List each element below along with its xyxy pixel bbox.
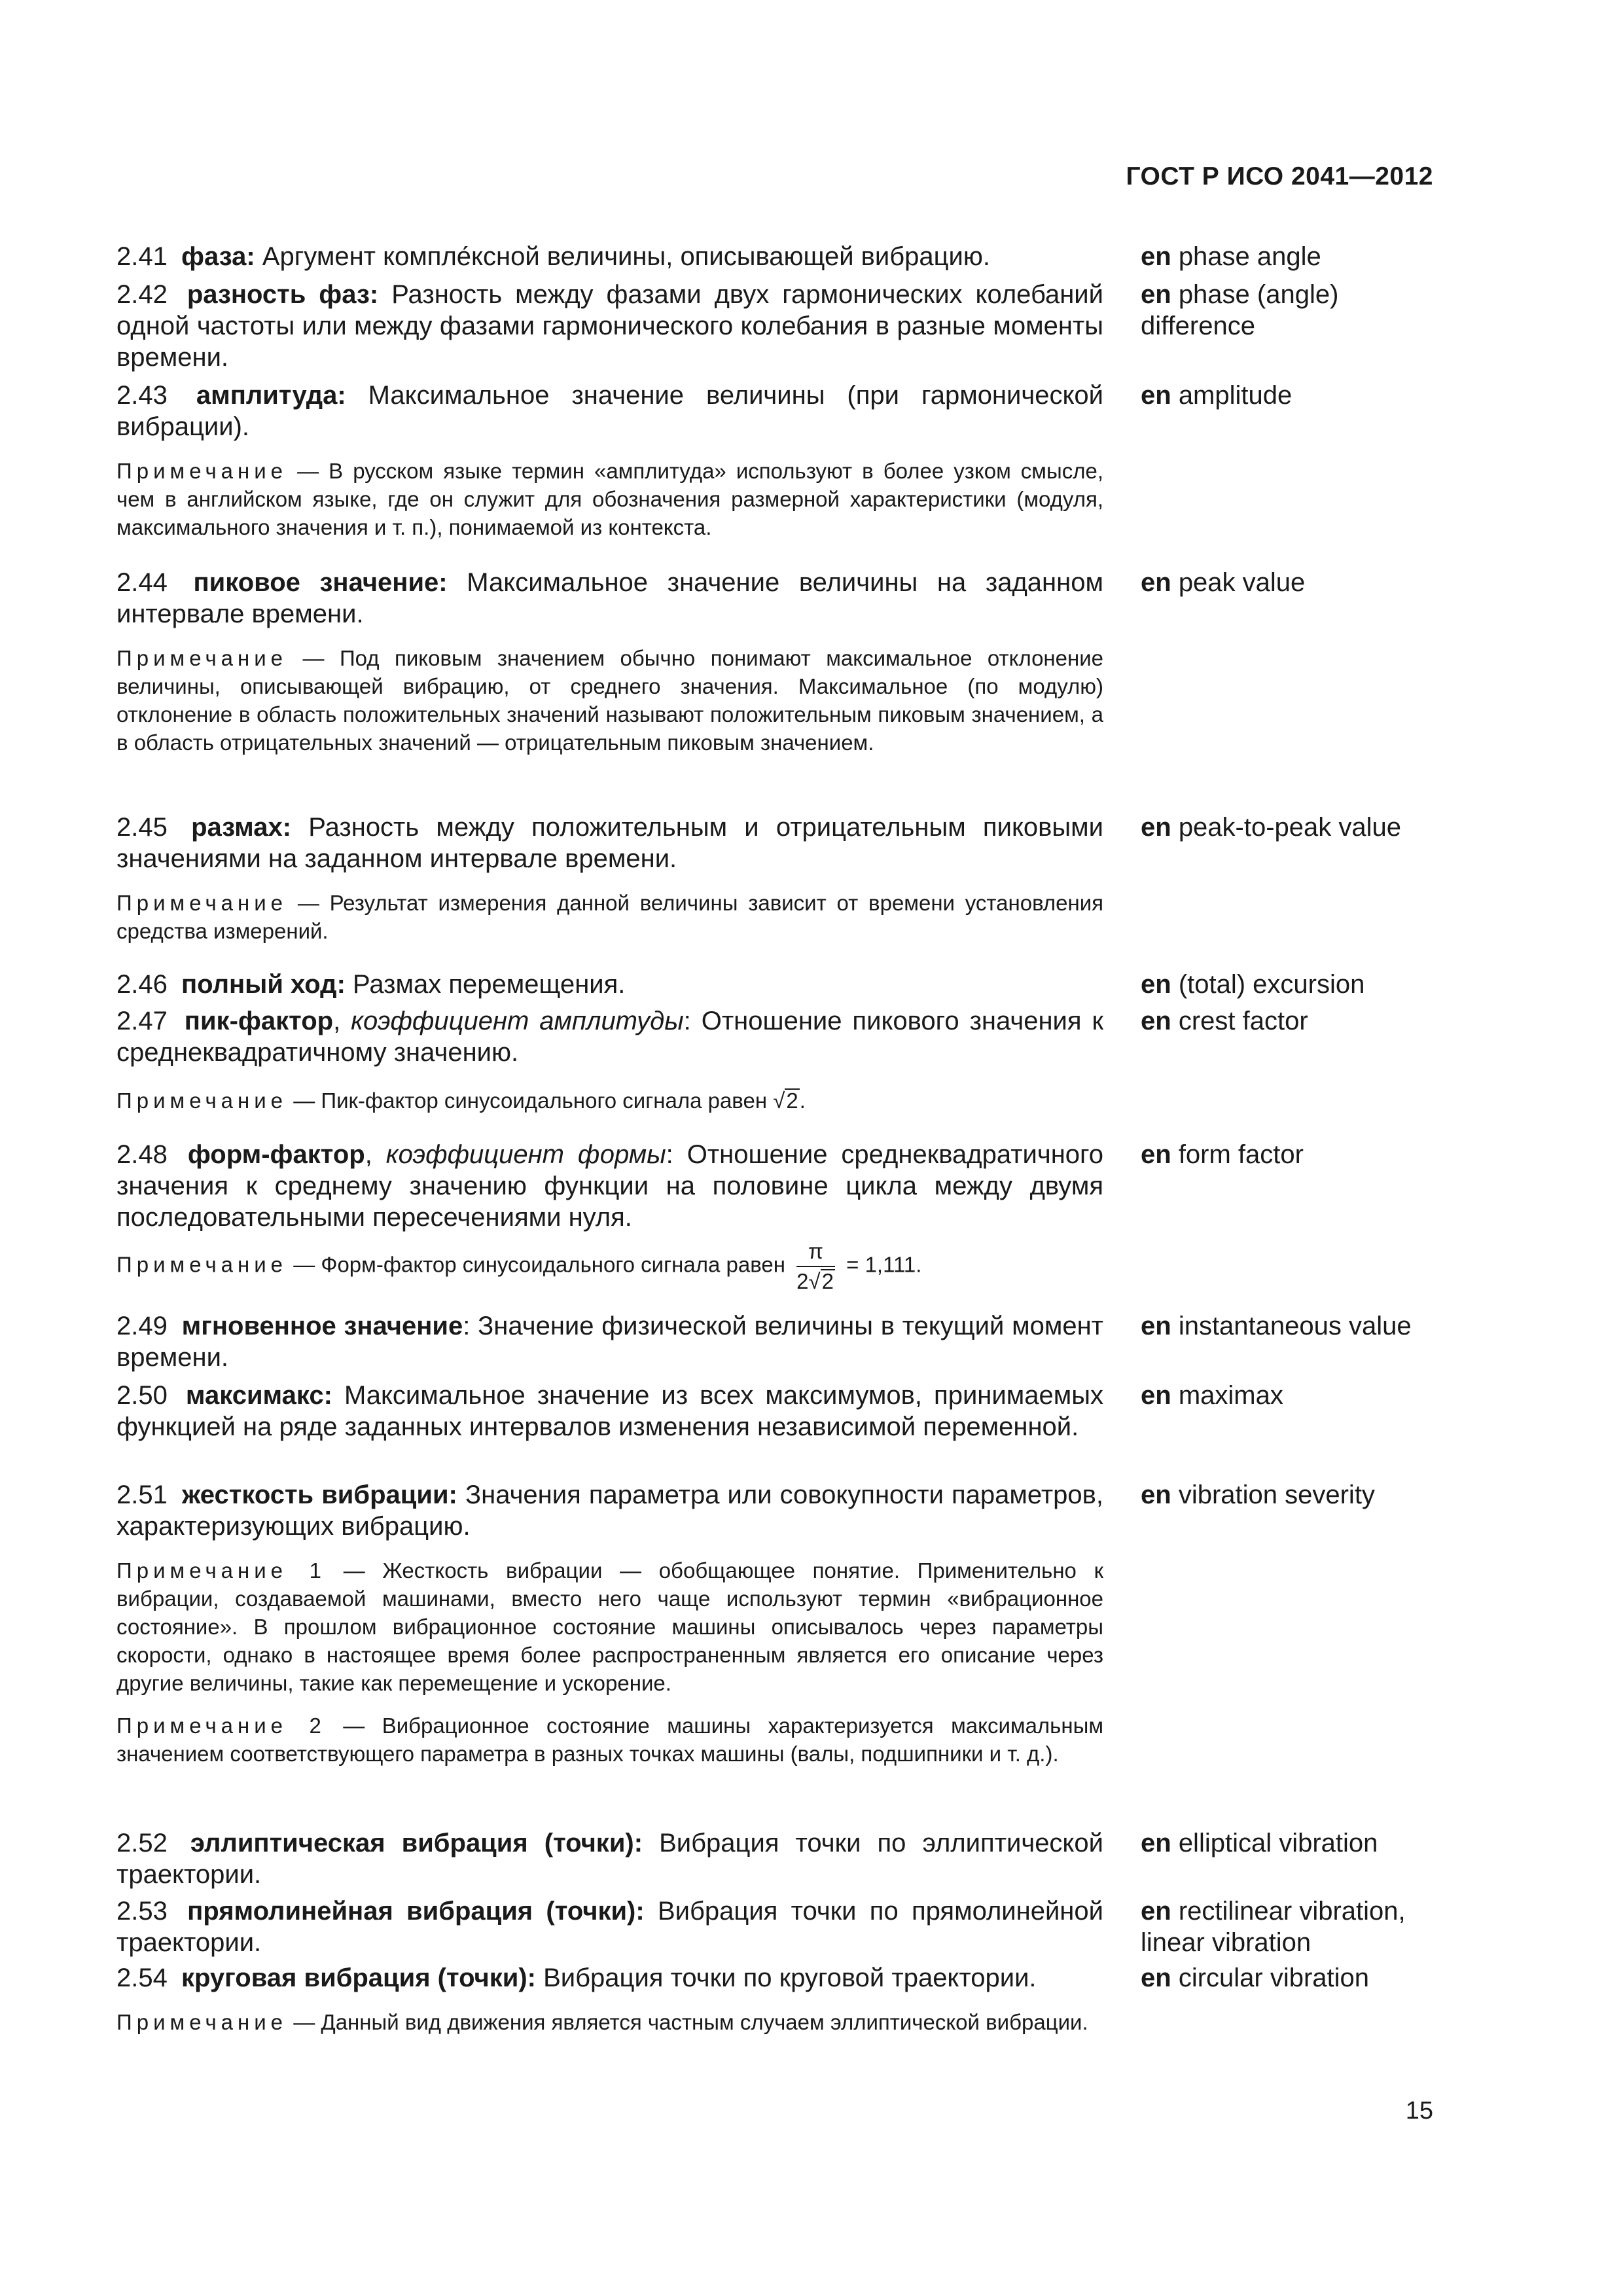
term-alt-name: коэффициент формы [385, 1140, 666, 1169]
english-term: crest factor [1178, 1007, 1308, 1035]
lang-code: en [1141, 1829, 1171, 1857]
lang-code: en [1141, 1381, 1171, 1410]
english-equivalent [1141, 567, 1438, 757]
term-note: Примечание — Пик-фактор синусоидального сигнала равен √2. [116, 1088, 806, 1113]
english-term: elliptical vibration [1178, 1829, 1378, 1857]
lang-code: en [1141, 813, 1171, 842]
page-number: 15 [1405, 2097, 1433, 2125]
term-def-text: Разность между положительным и отрицательным пиковыми значениями на заданном интервале времени. [116, 813, 1103, 873]
term-name: прямолинейная вибрация (точки): [187, 1897, 645, 1926]
term-def-text: Отношение среднеквадратичного значения к среднему значению функции на половине цикла между двумя последовательными пересечениями нуля. [116, 1140, 1104, 1232]
term-entry [116, 279, 1438, 373]
term-note [116, 889, 1103, 945]
term-entry [116, 1962, 1438, 2036]
lang-code: en [1141, 1480, 1171, 1509]
term-entry [116, 1005, 1438, 1115]
term-number: 2.44 [116, 568, 168, 597]
term-name: эллиптическая вибрация (точки): [190, 1829, 643, 1857]
english-term: instantaneous value [1178, 1312, 1412, 1340]
term-name: жесткость вибрации: [181, 1480, 457, 1509]
note-text: — Вибрационное состояние машины характеризуется максимальным значением соответствующего параметра в разных точках машины (валы, подшипники и т. д.). [116, 1713, 1104, 1766]
term-name: разность фаз: [187, 280, 379, 309]
term-name: амплитуда: [196, 381, 346, 410]
term-def-text: : Значение физической величины в текущий момент времени. [116, 1312, 1103, 1372]
note-label: Примечание [116, 459, 288, 483]
note-label: Примечание [116, 891, 288, 915]
term-entry [116, 1827, 1438, 1890]
note-label: Примечание 2 [116, 1713, 326, 1738]
note-text: — Пик-фактор синусоидального сигнала равен [293, 1088, 768, 1113]
term-number: 2.53 [116, 1897, 168, 1926]
denominator-coefficient: 2 [796, 1269, 809, 1293]
lang-code: en [1141, 242, 1171, 271]
english-equivalent [1141, 1380, 1438, 1443]
term-note [116, 1556, 1103, 1697]
term-def-text: Вибрация точки по эллиптической траектории. [116, 1829, 1103, 1889]
note-text: — Результат измерения данной величины зависит от времени установления средства измерений. [116, 891, 1103, 943]
sqrt-radicand: 2 [786, 1088, 798, 1113]
term-definition [116, 279, 1103, 373]
term-number: 2.46 [116, 970, 168, 999]
term-entry [116, 812, 1438, 945]
term-note [116, 644, 1103, 757]
term-entry [116, 1310, 1438, 1373]
term-entry [116, 1895, 1438, 1958]
note-text: — Жесткость вибрации — обобщающее понятие. Применительно к вибрации, создаваемой машинами, вместо него чаще используют термин «вибрационное состояние». В прошлом вибрационное состояние машины описывалось через параметры скорости, однако в настоящее время более распространенным является его описание через другие величины, такие как перемещение и ускорение. [116, 1558, 1104, 1695]
english-term: form factor [1178, 1140, 1304, 1169]
lang-code: en [1141, 1897, 1171, 1926]
english-term: amplitude [1178, 381, 1293, 410]
term-name: мгновенное значение [181, 1312, 463, 1340]
term-definition [116, 1380, 1103, 1443]
english-equivalent [1141, 1895, 1438, 1958]
note-text: — В русском языке термин «амплитуда» используют в более узком смысле, чем в английском языке, где он служит для обозначения размерной характеристики (модуля, максимального значения и т. п.), понимаемой из контекста. [116, 459, 1103, 539]
note-text: — Форм-фактор синусоидального сигнала равен [293, 1252, 785, 1277]
note-text: — Данный вид движения является частным случаем эллиптической вибрации. [293, 2010, 1088, 2034]
fraction-numerator: π [796, 1238, 835, 1267]
english-term: peak value [1178, 568, 1306, 597]
term-definition: 2.48 форм-фактор, коэффициент формы: Отношение среднеквадратичного значения к среднему значению функции на половине цикла между двумя последовательными пересечениями нуля. [116, 1140, 1104, 1232]
lang-code: en [1141, 381, 1171, 410]
term-entry [116, 1479, 1438, 1768]
term-number: 2.47 [116, 1007, 168, 1035]
term-note [116, 2008, 1103, 2036]
lang-code: en [1141, 568, 1171, 597]
note-text-end: = 1,111. [846, 1252, 922, 1277]
term-def-text: Размах перемещения. [353, 970, 626, 999]
lang-code: en [1141, 1312, 1171, 1340]
term-note [116, 1238, 1103, 1295]
term-name: пиковое значение: [193, 568, 448, 597]
lang-code: en [1141, 280, 1171, 309]
term-def-text: Значения параметра или совокупности параметров, характеризующих вибрацию. [116, 1480, 1104, 1541]
term-number: 2.52 [116, 1829, 168, 1857]
term-entry [116, 969, 1438, 1000]
term-entry [116, 241, 1438, 272]
english-equivalent [1141, 812, 1438, 945]
term-number: 2.42 [116, 280, 168, 309]
term-def-text: Максимальное значение из всех максимумов, принимаемых функцией на ряде заданных интервалов изменения независимой переменной. [116, 1381, 1103, 1441]
term-definition: 2.47 пик-фактор, коэффициент амплитуды: Отношение пикового значения к среднеквадратичному значению. [116, 1007, 1103, 1067]
term-def-text: Разность между фазами двух гармонических колебаний одной частоты или между фазами гармонического колебания в разные моменты времени. [116, 280, 1103, 372]
note-text: — Под пиковым значением обычно понимают максимальное отклонение величины, описывающей вибрацию, от среднего значения. Максимальное (по модулю) отклонение в область положительных значений называют положительным пиковым значением, а в область отрицательных значений — отрицательным пиковым значением. [116, 646, 1104, 755]
lang-code: en [1141, 1007, 1171, 1035]
term-name: полный ход: [181, 970, 346, 999]
term-definition [116, 1827, 1103, 1890]
term-number: 2.51 [116, 1480, 168, 1509]
sqrt-radicand: 2 [821, 1269, 834, 1293]
english-term: rectilinear vibration, linear vibration [1141, 1897, 1406, 1957]
term-entry [116, 567, 1438, 757]
english-term: peak-to-peak value [1178, 813, 1402, 842]
term-note [116, 457, 1103, 541]
english-term: vibration severity [1178, 1480, 1375, 1509]
term-number: 2.54 [116, 1964, 168, 1992]
term-def-text: Аргумент компле́ксной величины, описывающей вибрацию. [262, 242, 991, 271]
english-equivalent [1141, 1310, 1438, 1373]
term-definition [116, 1479, 1103, 1542]
term-definition [116, 1962, 1103, 1994]
lang-code: en [1141, 1140, 1171, 1169]
lang-code: en [1141, 970, 1171, 999]
term-number: 2.41 [116, 242, 168, 271]
english-term: phase angle [1178, 242, 1321, 271]
page-header-standard-code: ГОСТ Р ИСО 2041—2012 [1126, 162, 1433, 190]
term-def-text: Вибрация точки по круговой траектории. [543, 1964, 1037, 1992]
term-number: 2.45 [116, 813, 168, 842]
lang-code: en [1141, 1964, 1171, 1992]
note-text-end: . [799, 1088, 806, 1113]
note-label: Примечание [116, 2010, 288, 2034]
term-name: круговая вибрация (точки): [181, 1964, 536, 1992]
english-term: (total) excursion [1178, 970, 1365, 999]
term-alt-name: коэффициент амплитуды [351, 1007, 684, 1035]
english-term: maximax [1178, 1381, 1283, 1410]
term-definition [116, 1895, 1103, 1958]
term-definition [116, 380, 1103, 442]
term-definition [116, 812, 1103, 874]
english-term: circular vibration [1178, 1964, 1370, 1992]
term-def-text: Отношение пикового значения к среднеквадратичному значению. [116, 1007, 1103, 1067]
term-def-text: Максимальное значение величины на заданном интервале времени. [116, 568, 1103, 628]
note-label: Примечание [116, 646, 288, 670]
english-equivalent [1141, 1962, 1438, 2036]
term-entry [116, 1139, 1438, 1295]
term-def-text: Вибрация точки по прямолинейной траектории. [116, 1897, 1103, 1957]
term-number: 2.48 [116, 1140, 168, 1169]
term-entry [116, 1380, 1438, 1443]
note-label: Примечание [116, 1088, 288, 1113]
fraction-denominator: 2√2 [796, 1269, 834, 1293]
english-equivalent [1141, 1005, 1438, 1115]
english-equivalent [1141, 241, 1438, 272]
english-equivalent [1141, 969, 1438, 1000]
term-number: 2.49 [116, 1312, 168, 1340]
english-equivalent [1141, 1139, 1438, 1295]
term-name: пик-фактор [184, 1007, 334, 1035]
term-name: фаза: [181, 242, 255, 271]
note-label: Примечание 1 [116, 1558, 327, 1583]
term-definition [116, 1310, 1103, 1373]
english-equivalent [1141, 380, 1438, 541]
term-definition [116, 969, 1103, 1000]
term-name: размах: [191, 813, 292, 842]
english-equivalent [1141, 279, 1438, 373]
term-number: 2.50 [116, 1381, 168, 1410]
term-entry [116, 380, 1438, 541]
english-equivalent [1141, 1827, 1438, 1890]
formula-fraction [796, 1238, 835, 1295]
term-def-text: Максимальное значение величины (при гармонической вибрации). [116, 381, 1103, 441]
term-definition [116, 241, 1103, 272]
term-name: форм-фактор [187, 1140, 365, 1169]
english-equivalent [1141, 1479, 1438, 1768]
english-term: phase (angle) difference [1141, 280, 1339, 340]
term-note [116, 1712, 1103, 1768]
term-number: 2.43 [116, 381, 168, 410]
note-label: Примечание [116, 1252, 288, 1277]
term-definition [116, 567, 1103, 630]
term-name: максимакс: [185, 1381, 332, 1410]
